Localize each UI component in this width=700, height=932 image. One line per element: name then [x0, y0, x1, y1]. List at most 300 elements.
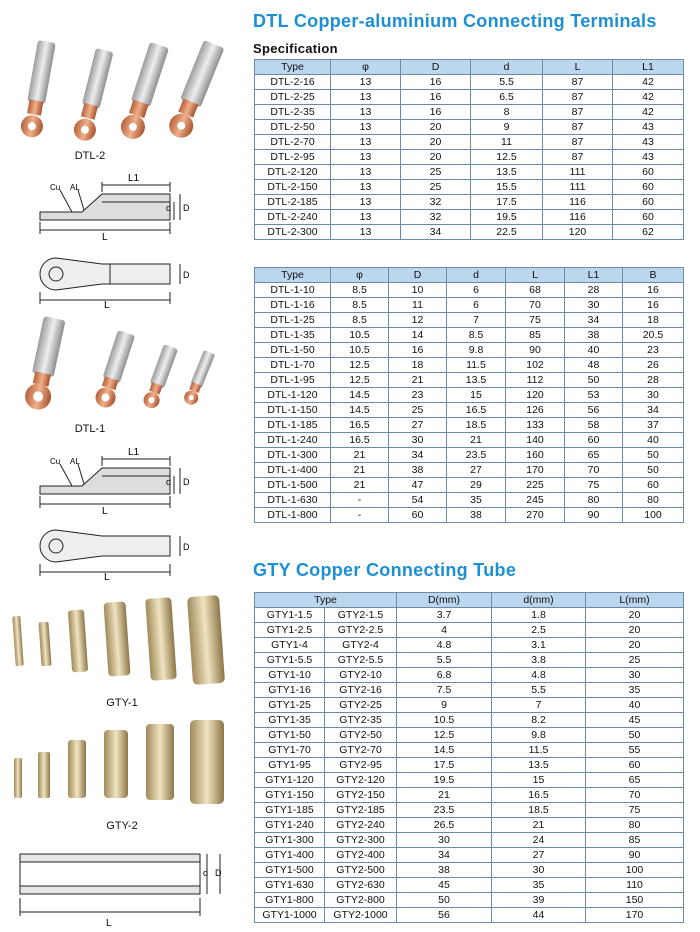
table-row — [255, 120, 684, 135]
al-label: AL — [70, 457, 80, 466]
table-header-row — [255, 593, 684, 608]
al-label: AL — [70, 183, 80, 192]
table-cell: 87 — [543, 105, 613, 120]
table-cell: 30 — [586, 668, 684, 683]
table-cell: 12.5 — [397, 728, 492, 743]
table-cell: 8.2 — [492, 713, 586, 728]
table-row — [255, 358, 684, 373]
table-row — [255, 298, 684, 313]
table-cell: DTL-2-35 — [255, 105, 331, 120]
table-cell: GTY1-5.5 — [255, 653, 325, 668]
l-label: L — [106, 918, 112, 929]
table-cell: 20 — [586, 608, 684, 623]
table-cell: 21 — [331, 448, 389, 463]
table-cell: 245 — [506, 493, 565, 508]
table-cell: GTY1-10 — [255, 668, 325, 683]
table-cell: 21 — [331, 478, 389, 493]
table-cell: GTY1-120 — [255, 773, 325, 788]
table-row — [255, 328, 684, 343]
table-cell: 60 — [586, 758, 684, 773]
table-cell: 8.5 — [331, 298, 389, 313]
table-cell: 43 — [613, 150, 684, 165]
table-cell: 116 — [543, 195, 613, 210]
gty-tube-drawing — [10, 846, 230, 930]
table-row — [255, 743, 684, 758]
table-row — [255, 833, 684, 848]
table-cell: 18 — [389, 358, 447, 373]
d-big-label: D — [183, 270, 190, 280]
table-cell: 133 — [506, 418, 565, 433]
table-cell: 12 — [389, 313, 447, 328]
gty1-tube-4 — [103, 601, 130, 676]
table-cell: 29 — [447, 478, 506, 493]
table-cell: DTL-2-16 — [255, 75, 331, 90]
table-cell: 4.8 — [397, 638, 492, 653]
table-row — [255, 418, 684, 433]
dtl1-terminal-4 — [182, 350, 216, 407]
table-cell: DTL-2-240 — [255, 210, 331, 225]
table-cell: 56 — [565, 403, 623, 418]
table-cell: 60 — [623, 478, 684, 493]
table-cell: 10.5 — [331, 343, 389, 358]
table-cell: 9.8 — [447, 343, 506, 358]
l-label: L — [102, 506, 108, 517]
table-cell: 13 — [331, 195, 401, 210]
table-cell: GTY1-16 — [255, 683, 325, 698]
table-cell: 70 — [565, 463, 623, 478]
table-row — [255, 818, 684, 833]
table-cell: GTY2-4 — [325, 638, 397, 653]
table-row — [255, 105, 684, 120]
table-cell: GTY1-630 — [255, 878, 325, 893]
table-cell: 23.5 — [397, 803, 492, 818]
table-cell: 16 — [389, 343, 447, 358]
table-cell: 225 — [506, 478, 565, 493]
dtl1-terminal-3 — [141, 344, 178, 411]
table-cell: GTY2-630 — [325, 878, 397, 893]
table-cell: 40 — [586, 698, 684, 713]
gty2-tube-5 — [146, 724, 174, 800]
table-cell: 9.8 — [492, 728, 586, 743]
table-cell: 34 — [623, 403, 684, 418]
table-cell: 85 — [506, 328, 565, 343]
table-cell: 16.5 — [492, 788, 586, 803]
dtl1-side-drawing — [20, 442, 220, 517]
table-cell: GTY2-70 — [325, 743, 397, 758]
table-cell: 6.5 — [471, 90, 543, 105]
table-cell: GTY2-35 — [325, 713, 397, 728]
table-cell: 65 — [586, 773, 684, 788]
table-cell: GTY2-150 — [325, 788, 397, 803]
table-cell: 37 — [623, 418, 684, 433]
table-cell: 12.5 — [331, 358, 389, 373]
table-cell: 23 — [389, 388, 447, 403]
table-cell: 2.5 — [492, 623, 586, 638]
table-cell: GTY2-1000 — [325, 908, 397, 923]
table-cell: GTY2-5.5 — [325, 653, 397, 668]
table-cell: 16 — [401, 105, 471, 120]
dtl1-terminal-2 — [93, 330, 136, 410]
column-header: d(mm) — [492, 593, 586, 608]
gty1-tube-6 — [187, 595, 225, 685]
table-cell: 27 — [389, 418, 447, 433]
table-row — [255, 180, 684, 195]
gty2-tube-3 — [68, 740, 86, 798]
l-label: L — [104, 572, 110, 580]
table-cell: 38 — [397, 863, 492, 878]
table-cell: 21 — [447, 433, 506, 448]
table-cell: DTL-1-185 — [255, 418, 331, 433]
table-cell: 14.5 — [397, 743, 492, 758]
table-cell: 34 — [565, 313, 623, 328]
dtl2-photo — [8, 30, 240, 155]
table-cell: DTL-1-400 — [255, 463, 331, 478]
table-cell: 126 — [506, 403, 565, 418]
gty-title: GTY Copper Connecting Tube — [253, 560, 517, 580]
table-cell: 60 — [613, 180, 684, 195]
dtl1-top-drawing — [20, 520, 220, 580]
table-cell: 21 — [397, 788, 492, 803]
d-small-label: d — [203, 868, 209, 878]
column-header: L1 — [565, 268, 623, 283]
table-cell: 6 — [447, 283, 506, 298]
table-row — [255, 623, 684, 638]
table-cell: 30 — [492, 863, 586, 878]
table-cell: 35 — [447, 493, 506, 508]
table-cell: 21 — [331, 463, 389, 478]
table-cell: GTY1-240 — [255, 818, 325, 833]
table-cell: 60 — [389, 508, 447, 523]
table-row — [255, 75, 684, 90]
table-cell: 58 — [565, 418, 623, 433]
gty2-tube-6 — [190, 720, 224, 804]
table-cell: 16.5 — [331, 418, 389, 433]
column-header: L — [506, 268, 565, 283]
table-cell: 6 — [447, 298, 506, 313]
table-row — [255, 803, 684, 818]
cu-label: Cu — [50, 183, 61, 192]
table-cell: 75 — [506, 313, 565, 328]
table-cell: 19.5 — [397, 773, 492, 788]
table-cell: 55 — [586, 743, 684, 758]
table-cell: 48 — [565, 358, 623, 373]
table-cell: 18.5 — [447, 418, 506, 433]
table-cell: 30 — [623, 388, 684, 403]
table-row — [255, 493, 684, 508]
table-cell: GTY1-400 — [255, 848, 325, 863]
table-row — [255, 848, 684, 863]
gty2-photo — [6, 718, 238, 808]
table-cell: 20 — [401, 135, 471, 150]
gty2-tube-4 — [104, 730, 128, 798]
table-row — [255, 758, 684, 773]
table-row — [255, 403, 684, 418]
table-cell: 13.5 — [447, 373, 506, 388]
table-cell: GTY2-25 — [325, 698, 397, 713]
table-row — [255, 313, 684, 328]
table-cell: 20.5 — [623, 328, 684, 343]
table-cell: DTL-1-35 — [255, 328, 331, 343]
table-cell: 87 — [543, 150, 613, 165]
table-row — [255, 698, 684, 713]
table-row — [255, 908, 684, 923]
table-cell: 13.5 — [492, 758, 586, 773]
table-cell: 160 — [506, 448, 565, 463]
table-cell: 16 — [623, 283, 684, 298]
table-cell: 13 — [331, 90, 401, 105]
table-cell: 60 — [613, 195, 684, 210]
l1-label: L1 — [128, 173, 140, 184]
table-cell: 150 — [586, 893, 684, 908]
table-cell: 116 — [543, 210, 613, 225]
table-cell: GTY1-35 — [255, 713, 325, 728]
table-cell: 4.8 — [492, 668, 586, 683]
table-cell: 65 — [565, 448, 623, 463]
table-cell: 8.5 — [331, 313, 389, 328]
table-cell: 3.1 — [492, 638, 586, 653]
table-cell: 87 — [543, 135, 613, 150]
table-cell: 80 — [586, 818, 684, 833]
table-cell: 30 — [397, 833, 492, 848]
table-cell: 120 — [506, 388, 565, 403]
column-header: d — [471, 60, 543, 75]
table-cell: GTY1-70 — [255, 743, 325, 758]
table-cell: DTL-2-120 — [255, 165, 331, 180]
gty1-caption: GTY-1 — [106, 697, 138, 709]
table-row — [255, 448, 684, 463]
table-row — [255, 863, 684, 878]
table-cell: 25 — [401, 165, 471, 180]
table-cell: 42 — [613, 75, 684, 90]
table-cell: 100 — [586, 863, 684, 878]
table-cell: DTL-1-50 — [255, 343, 331, 358]
table-cell: 22.5 — [471, 225, 543, 240]
table-cell: 75 — [565, 478, 623, 493]
table-cell: GTY1-800 — [255, 893, 325, 908]
table-cell: 23 — [623, 343, 684, 358]
table-cell: 90 — [506, 343, 565, 358]
table-cell: 28 — [623, 373, 684, 388]
table-cell: 13 — [331, 135, 401, 150]
table-cell: DTL-1-120 — [255, 388, 331, 403]
table-cell: 13 — [331, 180, 401, 195]
table-cell: 8.5 — [331, 283, 389, 298]
table-cell: 32 — [401, 195, 471, 210]
table-cell: 44 — [492, 908, 586, 923]
table-cell: GTY1-300 — [255, 833, 325, 848]
table-cell: DTL-1-95 — [255, 373, 331, 388]
gty2-tube-2 — [38, 752, 50, 798]
table-cell: 16 — [401, 90, 471, 105]
table-cell: 50 — [586, 728, 684, 743]
table-cell: 40 — [623, 433, 684, 448]
table-cell: DTL-2-95 — [255, 150, 331, 165]
table-row — [255, 728, 684, 743]
table-row — [255, 653, 684, 668]
table-cell: 5.5 — [492, 683, 586, 698]
table-cell: 47 — [389, 478, 447, 493]
l-label: L — [102, 232, 108, 243]
table-cell: DTL-2-300 — [255, 225, 331, 240]
gty1-tube-5 — [145, 597, 177, 681]
table-row — [255, 135, 684, 150]
table-cell: GTY1-95 — [255, 758, 325, 773]
table-cell: 42 — [613, 105, 684, 120]
table-cell: 170 — [506, 463, 565, 478]
table-cell: - — [331, 493, 389, 508]
dtl2-terminal-4 — [166, 40, 226, 142]
table-cell: 26 — [623, 358, 684, 373]
table-cell: GTY1-50 — [255, 728, 325, 743]
table-cell: 110 — [586, 878, 684, 893]
table-cell: 26.5 — [397, 818, 492, 833]
dtl1-caption: DTL-1 — [74, 423, 106, 435]
table-cell: 90 — [565, 508, 623, 523]
table-row — [255, 433, 684, 448]
table-cell: 111 — [543, 165, 613, 180]
table-row — [255, 638, 684, 653]
table-cell: DTL-1-630 — [255, 493, 331, 508]
table-header-row — [255, 268, 684, 283]
table-cell: DTL-2-70 — [255, 135, 331, 150]
l-label: L — [104, 300, 110, 308]
table-row — [255, 683, 684, 698]
table-cell: 21 — [492, 818, 586, 833]
table-cell: 7.5 — [397, 683, 492, 698]
table-cell: 16.5 — [331, 433, 389, 448]
dtl2-caption: DTL-2 — [74, 150, 106, 162]
table-cell: 18 — [623, 313, 684, 328]
table-cell: 35 — [492, 878, 586, 893]
dtl1-spec-table — [254, 267, 684, 523]
table-cell: 140 — [506, 433, 565, 448]
table-cell: 90 — [586, 848, 684, 863]
gty1-tube-3 — [68, 610, 88, 673]
table-cell: 28 — [565, 283, 623, 298]
table-cell: 12.5 — [471, 150, 543, 165]
table-cell: 25 — [401, 180, 471, 195]
table-cell: 9 — [471, 120, 543, 135]
table-cell: GTY1-500 — [255, 863, 325, 878]
gty1-tube-1 — [12, 616, 23, 666]
table-cell: 14.5 — [331, 403, 389, 418]
column-header: Type — [255, 60, 331, 75]
dtl1-photo — [14, 310, 234, 415]
table-cell: GTY2-2.5 — [325, 623, 397, 638]
table-cell: GTY2-10 — [325, 668, 397, 683]
table-cell: 19.5 — [471, 210, 543, 225]
table-cell: 24 — [492, 833, 586, 848]
table-cell: GTY2-500 — [325, 863, 397, 878]
table-cell: 13 — [331, 210, 401, 225]
table-cell: 53 — [565, 388, 623, 403]
table-cell: DTL-1-800 — [255, 508, 331, 523]
table-cell: 3.7 — [397, 608, 492, 623]
table-cell: 45 — [586, 713, 684, 728]
dtl2-spec-table — [254, 59, 684, 240]
table-cell: 30 — [389, 433, 447, 448]
table-row — [255, 668, 684, 683]
d-big-label: D — [183, 477, 190, 487]
table-row — [255, 90, 684, 105]
d-big-label: D — [183, 203, 190, 213]
table-cell: 50 — [623, 448, 684, 463]
dtl1-terminal-1 — [23, 316, 68, 412]
table-cell: 13 — [331, 150, 401, 165]
table-header-row — [255, 60, 684, 75]
dtl-title: DTL Copper-aluminium Connecting Terminals — [253, 11, 657, 31]
table-row — [255, 478, 684, 493]
table-cell: 80 — [623, 493, 684, 508]
table-cell: DTL-2-150 — [255, 180, 331, 195]
column-header: L — [543, 60, 613, 75]
table-row — [255, 343, 684, 358]
gty1-tube-2 — [38, 622, 51, 667]
table-cell: 20 — [401, 150, 471, 165]
table-cell: GTY1-25 — [255, 698, 325, 713]
table-cell: GTY2-50 — [325, 728, 397, 743]
table-row — [255, 195, 684, 210]
table-cell: 62 — [613, 225, 684, 240]
table-cell: 13 — [331, 75, 401, 90]
table-cell: 50 — [397, 893, 492, 908]
table-cell: 15 — [492, 773, 586, 788]
table-cell: 60 — [613, 165, 684, 180]
column-header: D — [401, 60, 471, 75]
column-header: d — [447, 268, 506, 283]
table-cell: 111 — [543, 180, 613, 195]
table-cell: DTL-1-16 — [255, 298, 331, 313]
table-cell: 60 — [565, 433, 623, 448]
table-cell: 32 — [401, 210, 471, 225]
table-cell: 23.5 — [447, 448, 506, 463]
table-cell: 43 — [613, 135, 684, 150]
table-cell: 50 — [623, 463, 684, 478]
table-cell: DTL-1-10 — [255, 283, 331, 298]
table-cell: 7 — [447, 313, 506, 328]
table-cell: 13 — [331, 225, 401, 240]
dtl2-terminal-1 — [19, 40, 58, 139]
table-cell: 38 — [389, 463, 447, 478]
table-cell: 13 — [331, 165, 401, 180]
table-cell: 14 — [389, 328, 447, 343]
table-cell: GTY2-185 — [325, 803, 397, 818]
dtl2-top-drawing — [20, 248, 220, 308]
gty-spec-table — [254, 592, 684, 923]
table-cell: 6.8 — [397, 668, 492, 683]
table-cell: 50 — [565, 373, 623, 388]
dtl2-terminal-2 — [72, 48, 116, 144]
table-row — [255, 283, 684, 298]
table-cell: 13.5 — [471, 165, 543, 180]
table-cell: GTY2-120 — [325, 773, 397, 788]
table-cell: 34 — [397, 848, 492, 863]
table-cell: 43 — [613, 120, 684, 135]
specification-label: Specification — [253, 41, 338, 56]
table-cell: - — [331, 508, 389, 523]
gty1-photo — [6, 594, 238, 689]
table-cell: GTY1-1.5 — [255, 608, 325, 623]
table-cell: 27 — [492, 848, 586, 863]
table-cell: 13 — [331, 105, 401, 120]
table-cell: 70 — [586, 788, 684, 803]
table-cell: DTL-1-300 — [255, 448, 331, 463]
table-cell: 16 — [401, 75, 471, 90]
table-row — [255, 373, 684, 388]
table-cell: 30 — [565, 298, 623, 313]
table-cell: 20 — [586, 623, 684, 638]
gty2-caption: GTY-2 — [106, 820, 138, 832]
